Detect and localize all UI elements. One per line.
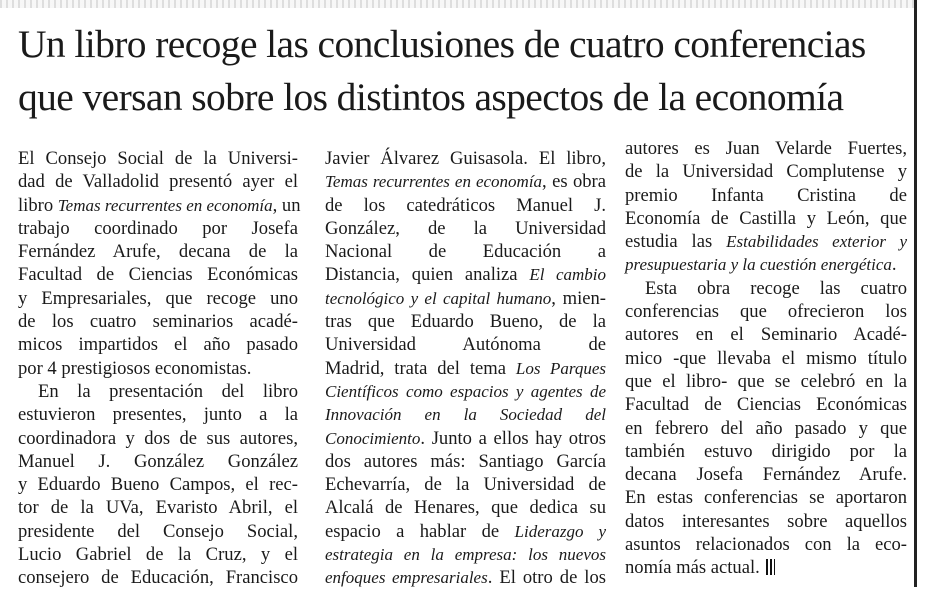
text-line <box>325 450 606 473</box>
text-line <box>625 137 907 160</box>
line-text: también estuvo dirigido por la <box>625 440 907 462</box>
text-line <box>18 333 298 356</box>
text-line <box>325 194 606 217</box>
text-line <box>625 393 907 416</box>
line-text: y Eduardo Bueno Campos, el rec- <box>18 474 298 496</box>
line-text: González, de la Universidad <box>325 217 606 239</box>
text-line <box>325 357 606 380</box>
text-line <box>18 496 298 519</box>
text-line <box>625 347 907 370</box>
line-text: coordinadora y dos de sus autores, <box>18 427 298 449</box>
italic-title-text: enfoques empresariales <box>325 568 488 588</box>
text-line <box>18 473 298 496</box>
line-text: de los catedráticos Manuel J. <box>325 194 606 216</box>
text-line <box>625 277 907 300</box>
line-text: Esta obra recoge las cuatro <box>645 277 907 299</box>
line-text: Madrid, trata del tema <box>325 357 516 379</box>
headline-line-1: Un libro recoge las conclusiones de cuatro conferencias <box>18 22 866 66</box>
line-text: premio Infanta Cristina de <box>625 184 907 206</box>
line-text: Manuel J. González González <box>18 450 298 472</box>
text-line <box>325 147 606 170</box>
text-line <box>18 170 298 193</box>
line-text: . El otro de los <box>487 567 606 589</box>
line-text: de los cuatro seminarios acadé- <box>18 311 298 333</box>
text-line <box>18 217 298 240</box>
italic-title-text: Los Parques <box>515 358 606 378</box>
line-text: dos autores más: Santiago García <box>325 450 606 472</box>
text-line <box>18 287 298 310</box>
text-line <box>625 463 907 486</box>
article-column-2 <box>325 147 606 590</box>
text-line <box>18 403 298 426</box>
line-text: . Junto a ellos hay otros <box>420 427 606 449</box>
text-line <box>18 194 301 217</box>
text-line <box>18 147 298 170</box>
italic-title-text: Conocimiento <box>325 428 421 448</box>
text-line <box>325 287 606 310</box>
text-line <box>325 170 606 193</box>
italic-title-text: Liderazgo y <box>514 521 607 541</box>
line-text: espacio a hablar de <box>325 520 515 542</box>
line-text: , es obra <box>542 171 606 193</box>
text-line <box>625 184 907 207</box>
line-text: tor de la UVa, Evaristo Abril, el <box>18 497 298 519</box>
text-line <box>18 427 298 450</box>
line-text: presidente del Consejo Social, <box>18 520 298 542</box>
italic-title-text: El cambio <box>529 265 607 285</box>
headline-line-2: que versan sobre los distintos aspectos de la economía <box>18 75 844 119</box>
line-text: de la Universidad Complutense y <box>625 161 907 183</box>
line-text: trabajo coordinado por Josefa <box>18 217 298 239</box>
line-text: libro <box>18 194 58 216</box>
text-line <box>625 160 907 183</box>
text-line <box>325 403 606 426</box>
text-line <box>625 556 907 579</box>
line-text: Fernández Arufe, decana de la <box>18 241 298 263</box>
line-text: Lucio Gabriel de la Cruz, y el <box>18 544 298 566</box>
text-line <box>625 207 907 230</box>
line-text: Facultad de Ciencias Económicas <box>625 394 907 416</box>
text-line <box>625 323 907 346</box>
text-line <box>18 240 298 263</box>
line-text: Distancia, quien analiza <box>325 264 530 286</box>
text-line <box>325 310 606 333</box>
text-line <box>625 230 907 253</box>
italic-title-text: Científicos como espacios y agentes de <box>325 381 606 401</box>
text-line <box>325 217 606 240</box>
text-line <box>625 417 907 440</box>
line-text: estuvieron presentes, junto a la <box>18 404 298 426</box>
text-line <box>18 543 298 566</box>
text-line <box>625 370 907 393</box>
line-text: En la presentación del libro <box>38 380 298 402</box>
page-top-edge <box>0 0 914 8</box>
text-line <box>18 380 298 403</box>
line-text: Universidad Autónoma de <box>325 334 606 356</box>
text-line <box>18 520 298 543</box>
line-text: estudia las <box>625 231 727 253</box>
text-line <box>325 380 606 403</box>
line-text: El Consejo Social de la Universi- <box>18 148 298 169</box>
end-of-article-mark-icon <box>766 559 775 575</box>
italic-title-text: tecnológico y el capital humano <box>325 288 552 308</box>
italic-title-text: Innovación en la Sociedad del <box>325 405 606 425</box>
text-line <box>625 486 907 509</box>
line-text: autores en el Seminario Acadé- <box>625 324 907 346</box>
text-line <box>325 473 606 496</box>
text-line <box>625 440 907 463</box>
text-line <box>18 263 298 286</box>
line-text: datos interesantes sobre aquellos <box>625 510 907 532</box>
line-text: Economía de Castilla y León, que <box>625 207 907 229</box>
line-text: por 4 prestigiosos economistas. <box>18 357 252 379</box>
article-column-1 <box>18 147 301 590</box>
text-line <box>625 510 907 533</box>
italic-title-text: Temas recurrentes en economía <box>325 172 543 192</box>
line-text: micos impartidos el año pasado <box>18 334 298 356</box>
line-text: consejero de Educación, Francisco <box>18 567 298 589</box>
line-text: que el libro- que se celebró en la <box>625 370 907 392</box>
line-text: en febrero del año pasado y que <box>625 417 907 439</box>
line-text: autores es Juan Velarde Fuertes, <box>625 138 907 159</box>
line-text: asuntos relacionados con la eco- <box>625 534 907 556</box>
text-line <box>325 427 606 450</box>
line-text: decana Josefa Fernández Arufe. <box>625 464 907 486</box>
line-text: mico -que llevaba el mismo título <box>625 347 907 369</box>
italic-title-text: Estabilidades exterior y <box>726 232 907 252</box>
line-text: Alcalá de Henares, que dedica su <box>325 497 606 519</box>
text-line <box>625 533 907 556</box>
text-line <box>325 520 606 543</box>
text-line <box>325 240 606 263</box>
italic-title-text: Temas recurrentes en economía <box>57 195 273 215</box>
line-text: Nacional de Educación a <box>325 241 606 263</box>
text-line <box>18 310 298 333</box>
line-text: dad de Valladolid presentó ayer el <box>18 171 298 193</box>
text-line <box>325 263 606 286</box>
text-line <box>325 543 606 566</box>
clipping-edge-line <box>914 0 917 587</box>
article-column-3 <box>625 137 907 580</box>
line-text: En estas conferencias se aportaron <box>625 487 907 509</box>
text-line <box>325 566 606 589</box>
line-text: tras que Eduardo Bueno, de la <box>325 311 606 333</box>
italic-title-text: estrategia en la empresa: los nuevos <box>325 545 606 565</box>
line-text: Echevarría, de la Universidad de <box>325 474 606 496</box>
article-headline <box>18 18 908 124</box>
line-text: . <box>891 254 897 276</box>
text-line <box>625 300 907 323</box>
text-line <box>625 253 907 276</box>
line-text: Facultad de Ciencias Económicas <box>18 264 298 286</box>
text-line <box>18 566 298 589</box>
text-line <box>18 357 298 380</box>
line-text: conferencias que ofrecieron los <box>625 301 907 323</box>
italic-title-text: presupuestaria y la cuestión energética <box>625 255 892 275</box>
line-text: Javier Álvarez Guisasola. El libro, <box>325 148 606 169</box>
text-line <box>325 333 606 356</box>
line-text: , mien- <box>551 287 606 309</box>
text-line <box>18 450 298 473</box>
line-text: y Empresariales, que recoge uno <box>18 287 298 309</box>
line-text: , un <box>272 194 301 216</box>
text-line <box>325 496 606 519</box>
line-text: nomía más actual. <box>625 557 760 579</box>
